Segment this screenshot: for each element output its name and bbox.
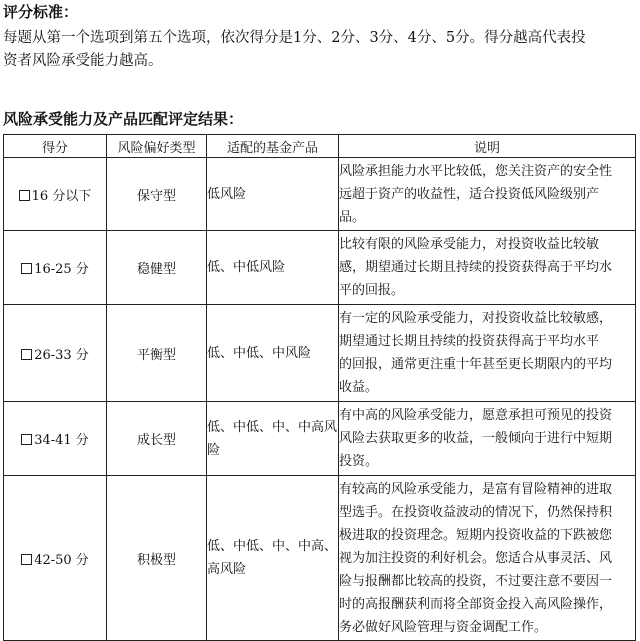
description-line: 期望通过长期且持续的投资获得高于平均水平 — [339, 334, 600, 349]
description-cell — [339, 476, 636, 641]
table-row — [4, 402, 636, 476]
score-cell — [4, 476, 107, 641]
products-cell: 低、中低、中、中高、高风险 — [207, 476, 339, 641]
description-cell — [339, 402, 636, 476]
description-line: 比较有限的风险承受能力，对投资收益比较敏 — [339, 237, 600, 252]
header-products: 适配的基金产品 — [207, 135, 339, 158]
description-line: 有一定的风险承受能力，对投资收益比较敏感， — [339, 311, 613, 326]
score-label: 16-25 分 — [34, 262, 89, 277]
result-title: 风险承受能力及产品匹配评定结果： — [3, 110, 244, 128]
score-label: 26-33 分 — [34, 347, 89, 363]
score-label: 16 分以下 — [31, 188, 92, 204]
table-row — [4, 476, 636, 641]
checkbox-icon[interactable] — [19, 190, 30, 201]
description-cell — [339, 231, 636, 305]
score-cell — [4, 231, 107, 305]
table-row — [4, 158, 636, 231]
description-line: 风险去获取更多的收益，一般倾向于进行中短期 — [339, 431, 613, 446]
products-cell: 低风险 — [207, 158, 339, 231]
description-line: 感，期望通过长期且持续的投资获得高于平均水 — [339, 260, 613, 275]
description-line: 视为加注投资的利好机会。您适合从事灵活、风 — [339, 550, 613, 566]
description-line: 品。 — [339, 209, 366, 225]
products-cell: 低、中低风险 — [207, 231, 339, 305]
risk-type-cell: 稳健型 — [107, 231, 207, 305]
header-description: 说明 — [339, 135, 636, 158]
checkbox-icon[interactable] — [21, 434, 32, 445]
score-cell — [4, 402, 107, 476]
description-line: 的回报，通常更注重十年甚至更长期限内的平均 — [339, 357, 613, 372]
checkbox-icon[interactable] — [21, 349, 32, 360]
score-label: 34-41 分 — [34, 433, 89, 448]
scoring-text-line-2: 资者风险承受能力越高。 — [3, 53, 163, 69]
description-line: 极进取的投资理念。短期内投资收益的下跌被您 — [339, 527, 613, 543]
description-line: 远超于资产的收益性，适合投资低风险级别产 — [339, 186, 600, 202]
checkbox-icon[interactable] — [21, 263, 32, 274]
risk-type-cell: 平衡型 — [107, 305, 207, 402]
scoring-description — [3, 27, 637, 73]
products-cell: 低、中低、中、中高风险 — [207, 402, 339, 476]
table-row — [4, 231, 636, 305]
scoring-title: 评分标准： — [3, 3, 79, 21]
header-score: 得分 — [4, 135, 107, 158]
description-line: 投资。 — [339, 454, 379, 469]
table-row — [4, 305, 636, 402]
description-line: 有中高的风险承受能力，愿意承担可预见的投资 — [339, 408, 613, 423]
description-cell — [339, 158, 636, 231]
description-line: 有较高的风险承受能力，是富有冒险精神的进取 — [339, 481, 613, 497]
description-line: 时的高报酬获利而将全部资金投入高风险操作， — [339, 596, 613, 612]
header-risk-type: 风险偏好类型 — [107, 135, 207, 158]
table-header-row — [4, 135, 636, 158]
description-line: 型选手。在投资收益波动的情况下，仍然保持积 — [339, 504, 613, 520]
score-cell — [4, 305, 107, 402]
scoring-text-line-1: 每题从第一个选项到第五个选项，依次得分是1分、2分、3分、4分、5分。得分越高代表投 — [3, 30, 586, 46]
score-label: 42-50 分 — [34, 552, 89, 568]
risk-type-cell: 积极型 — [107, 476, 207, 641]
risk-matching-table — [3, 134, 636, 641]
risk-type-cell: 保守型 — [107, 158, 207, 231]
risk-type-cell: 成长型 — [107, 402, 207, 476]
description-line: 平的回报。 — [339, 283, 405, 298]
description-cell — [339, 305, 636, 402]
score-cell — [4, 158, 107, 231]
description-line: 收益。 — [339, 380, 379, 395]
description-line: 务必做好风险管理与资金调配工作。 — [339, 619, 548, 635]
checkbox-icon[interactable] — [21, 554, 32, 565]
description-line: 险与报酬都比较高的投资，不过要注意不要因一 — [339, 573, 613, 589]
description-line: 风险承担能力水平比较低，您关注资产的安全性 — [339, 163, 613, 179]
products-cell: 低、中低、中风险 — [207, 305, 339, 402]
